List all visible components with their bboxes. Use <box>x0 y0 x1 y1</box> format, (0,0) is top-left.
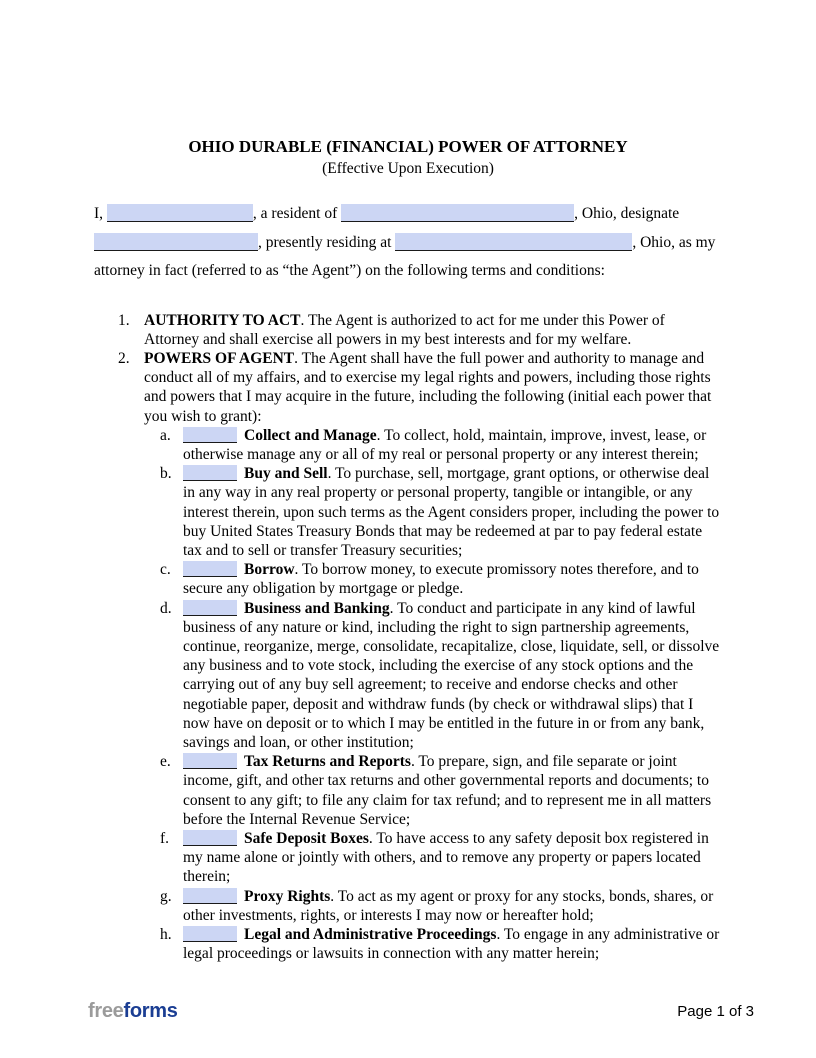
power-letter: a. <box>160 426 171 444</box>
intro-text-4: , presently residing at <box>258 233 396 251</box>
term-text: . The Agent is authorized to act for me under this Power of Attorney and shall exercise all powers in my best interests and for my welfare. <box>144 311 665 348</box>
power-item-tax-returns-and-reports <box>94 752 722 829</box>
terms-list <box>94 311 722 964</box>
document-subtitle: (Effective Upon Execution) <box>322 160 494 177</box>
intro-text-1: I, <box>94 205 107 222</box>
power-text: . To engage in any administrative or legal proceedings or lawsuits in connection with any matter herein; <box>183 926 720 963</box>
power-title: Borrow <box>244 561 295 579</box>
term-item-authority-to-act <box>94 311 722 349</box>
power-letter: b. <box>160 465 172 483</box>
power-text: . To collect, hold, maintain, improve, invest, lease, or otherwise manage any or all of my real or personal property or any interest therein; <box>183 426 707 463</box>
initials-field-collect-and-manage[interactable] <box>183 427 237 443</box>
page-footer <box>88 1001 754 1021</box>
power-letter: c. <box>160 561 171 579</box>
power-text: . To borrow money, to execute promissory notes therefore, and to secure any obligation by mortgage or pledge. <box>183 561 699 598</box>
initials-field-buy-and-sell[interactable] <box>183 465 237 481</box>
power-text: . To purchase, sell, mortgage, grant options, or otherwise deal in any way in any real property or personal property, tangible or intangible, or any interest therein, upon such terms as the Agent considers proper, including the power to buy United States Treasury Bonds that may be redeemed at par to pay federal estate tax and to sell or transfer Treasury securities; <box>183 465 720 559</box>
agent-name-field[interactable] <box>94 233 258 251</box>
principal-name-field[interactable] <box>107 204 253 222</box>
term-title: AUTHORITY TO ACT <box>144 311 301 329</box>
power-letter: f. <box>160 829 170 847</box>
intro-text-5: , Ohio, as my attorney in fact (referred to as “the Agent”) on the following terms and conditions: <box>94 233 716 279</box>
intro-text-2: , a resident of <box>252 205 342 222</box>
power-title: Tax Returns and Reports <box>244 753 411 771</box>
power-text: . To prepare, sign, and file separate or joint income, gift, and other tax returns and other governmental reports and documents; to consent to any gift; to file any claim for tax refund; and to represent me in all matters before the Internal Revenue Service; <box>183 753 712 828</box>
principal-residence-field[interactable] <box>341 204 574 222</box>
term-text: . The Agent shall have the full power and authority to manage and conduct all of my affairs, and to exercise my legal rights and powers, including those rights and powers that I may acquire in the future, including the following (initial each power that you wish to grant): <box>144 349 712 425</box>
power-title: Proxy Rights <box>244 887 331 905</box>
initials-field-legal-and-administrative-proceedings[interactable] <box>183 926 237 942</box>
power-title: Buy and Sell <box>244 465 328 483</box>
power-title: Business and Banking <box>244 599 390 617</box>
term-item-powers-of-agent <box>94 349 722 426</box>
power-letter: d. <box>160 599 172 617</box>
logo-text-forms: forms <box>123 1000 178 1022</box>
power-item-safe-deposit-boxes <box>94 829 722 887</box>
power-text: . To conduct and participate in any kind of lawful business of any nature or kind, including the right to sign partnership agreements, continue, reorganize, merge, consolidate, recapitalize, close, liquidate, sell, or dissolve any business and to vote stock, including the exercise of any stock options and the carrying out of any buy sell agreement; to receive and endorse checks and other negotiable paper, deposit and withdraw funds (by check or withdrawal slips) that I now have on deposit or to which I may be entitled in the future in or from any bank, savings and loan, or other institution; <box>183 599 720 751</box>
power-title: Legal and Administrative Proceedings <box>244 926 497 943</box>
page-number: Page 1 of 3 <box>677 1003 754 1020</box>
initials-field-tax-returns-and-reports[interactable] <box>183 753 237 769</box>
document-title: OHIO DURABLE (FINANCIAL) POWER OF ATTORNEY <box>188 137 628 156</box>
power-title: Safe Deposit Boxes <box>244 829 369 847</box>
freeforms-logo <box>88 1001 178 1021</box>
power-text: . To have access to any safety deposit box registered in my name alone or jointly with others, and to remove any property or papers located therein; <box>183 829 709 886</box>
power-item-buy-and-sell <box>94 464 722 560</box>
power-item-proxy-rights <box>94 887 722 925</box>
power-letter: g. <box>160 887 172 905</box>
power-letter: h. <box>160 926 172 943</box>
power-title: Collect and Manage <box>244 426 377 444</box>
initials-field-proxy-rights[interactable] <box>183 888 237 904</box>
initials-field-borrow[interactable] <box>183 561 237 577</box>
initials-field-business-and-banking[interactable] <box>183 600 237 616</box>
power-letter: e. <box>160 753 171 771</box>
power-item-legal-and-administrative-proceedings <box>94 925 722 963</box>
power-item-collect-and-manage <box>94 426 722 464</box>
intro-text-3: , Ohio, designate <box>574 205 680 222</box>
term-number: 2. <box>118 349 130 367</box>
logo-text-free: free <box>88 1000 124 1022</box>
power-item-borrow <box>94 560 722 598</box>
intro-paragraph <box>94 200 722 286</box>
agent-residence-field[interactable] <box>395 233 632 251</box>
term-title: POWERS OF AGENT <box>144 349 295 367</box>
power-text: . To act as my agent or proxy for any stocks, bonds, shares, or other investments, rights, or interests I may now or hereafter hold; <box>183 887 714 924</box>
power-item-business-and-banking <box>94 599 722 753</box>
initials-field-safe-deposit-boxes[interactable] <box>183 830 237 846</box>
term-number: 1. <box>118 311 130 329</box>
